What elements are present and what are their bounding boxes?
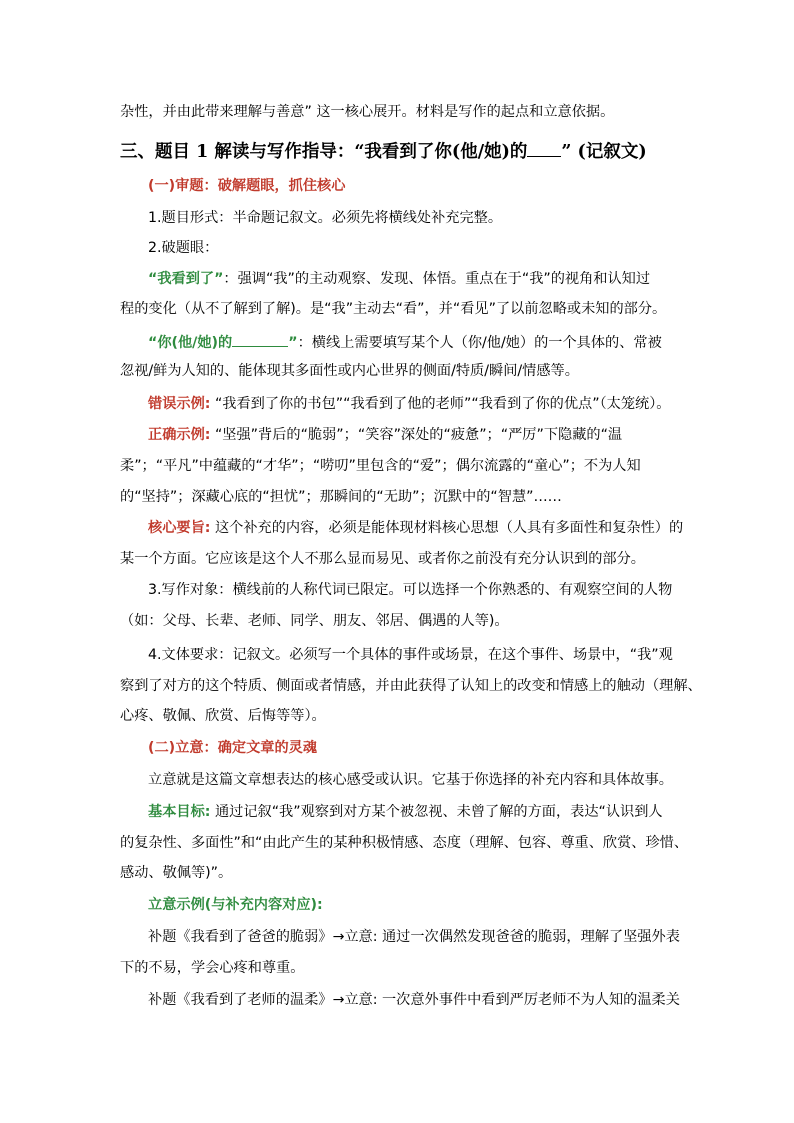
part2-heading: (二)立意：确定文章的灵魂 (148, 740, 318, 756)
right-example-line1 (148, 425, 622, 445)
eye1-line1 (148, 269, 650, 289)
core-line1 (148, 518, 683, 538)
example1-line2: 下的不易，学会心疼和尊重。 (120, 960, 305, 976)
part1-item4-line3: 心疼、敬佩、欣赏、后悔等等）。 (120, 708, 326, 724)
core-line2: 某一个方面。它应该是这个人不那么显而易见、或者你之前没有充分认识到的部分。 (120, 551, 645, 567)
part1-item4-line2: 察到了对方的这个特质、侧面或者情感，并由此获得了认知上的改变和情感上的触动（理解、 (120, 678, 702, 694)
eye2-text1: ：横线上需要填写某个人（你/他/她）的一个具体的、常被 (297, 335, 662, 351)
eye1-line2: 程的变化（从不了解到了解)。是“我”主动去“看”，并“看见”了以前忽略或未知的部分。 (120, 301, 667, 317)
goal-line2: 的复杂性、多面性”和“由此产生的某种积极情感、态度（理解、包容、尊重、欣赏、珍惜、 (120, 835, 689, 851)
goal-line3: 感动、敬佩等)”。 (120, 865, 233, 881)
part1-item3-line2: （如：父母、长辈、老师、同学、朋友、邻居、偶遇的人等)。 (120, 613, 509, 629)
section3-title (120, 138, 647, 164)
eye2-blank-line (232, 330, 288, 347)
intro-tail-line (120, 102, 614, 122)
goal-text1: 通过记叙“我”观察到对方某个被忽视、未曾了解的方面，表达“认识到人 (210, 804, 663, 820)
part1-item1: 1.题目形式：半命题记叙文。必须先将横线处补充完整。 (148, 210, 503, 226)
section3-title-b: ” (记叙文) (561, 142, 647, 162)
right-label: 正确示例: (148, 427, 211, 443)
right-example-line3: 的“坚持”；深藏心底的“担忧”；那瞬间的“无助”；沉默中的“智慧”…… (120, 489, 562, 505)
core-text1: 这个补充的内容，必须是能体现材料核心思想（人具有多面性和复杂性）的 (210, 520, 684, 536)
eye1-text1: ：强调“我”的主动观察、发现、体悟。重点在于“我”的视角和认知过 (223, 271, 651, 287)
eye2-label-b: ” (288, 335, 298, 351)
part1-item2: 2.破题眼： (148, 240, 219, 256)
eye2-line1 (148, 330, 662, 353)
part2-intro: 立意就是这篇文章想表达的核心感受或认识。它基于你选择的补充内容和具体故事。 (148, 772, 673, 788)
intro-quote: 杂性，并由此带来理解与善意 (120, 104, 305, 120)
intro-rest: ” 这一核心展开。材料是写作的起点和立意依据。 (304, 104, 615, 120)
goal-label: 基本目标: (148, 804, 211, 820)
eye2-line2: 忽视/鲜为人知的、能体现其多面性或内心世界的侧面/特质/瞬间/情感等。 (120, 363, 579, 379)
goal-line1 (148, 802, 663, 822)
part1-item4-line1: 4.文体要求：记叙文。必须写一个具体的事件或场景，在这个事件、场景中，“我”观 (148, 647, 673, 663)
example1-line1: 补题《我看到了爸爸的脆弱》→立意: 通过一次偶然发现爸爸的脆弱，理解了坚强外表 (148, 929, 680, 945)
wrong-text: “我看到了你的书包”“我看到了他的老师”“我看到了你的优点”（太笼统）。 (210, 396, 671, 412)
wrong-example (148, 394, 670, 414)
examples-heading: 立意示例(与补充内容对应): (148, 897, 323, 913)
right-example-line2: 柔”；“平凡”中蕴藏的“才华”；“唠叨”里包含的“爱”；偶尔流露的“童心”；不为人知 (120, 458, 641, 474)
eye2-label-a: “你(他/她)的 (148, 335, 233, 351)
core-label: 核心要旨: (148, 520, 211, 536)
wrong-label: 错误示例: (148, 396, 211, 412)
right-text1: “坚强”背后的“脆弱”；“笑容”深处的“疲惫”；“严厉”下隐藏的“温 (210, 427, 623, 443)
section3-title-a: 三、题目 1 解读与写作指导：“我看到了你(他/她)的 (120, 142, 528, 162)
part1-item3-line1: 3.写作对象：横线前的人称代词已限定。可以选择一个你熟悉的、有观察空间的人物 (148, 582, 673, 598)
eye1-label: “我看到了” (148, 271, 224, 287)
part1-heading: (一)审题：破解题眼，抓住核心 (148, 178, 346, 194)
title-blank-line (527, 138, 561, 157)
example2-line1: 补题《我看到了老师的温柔》→立意: 一次意外事件中看到严厉老师不为人知的温柔关 (148, 992, 680, 1008)
